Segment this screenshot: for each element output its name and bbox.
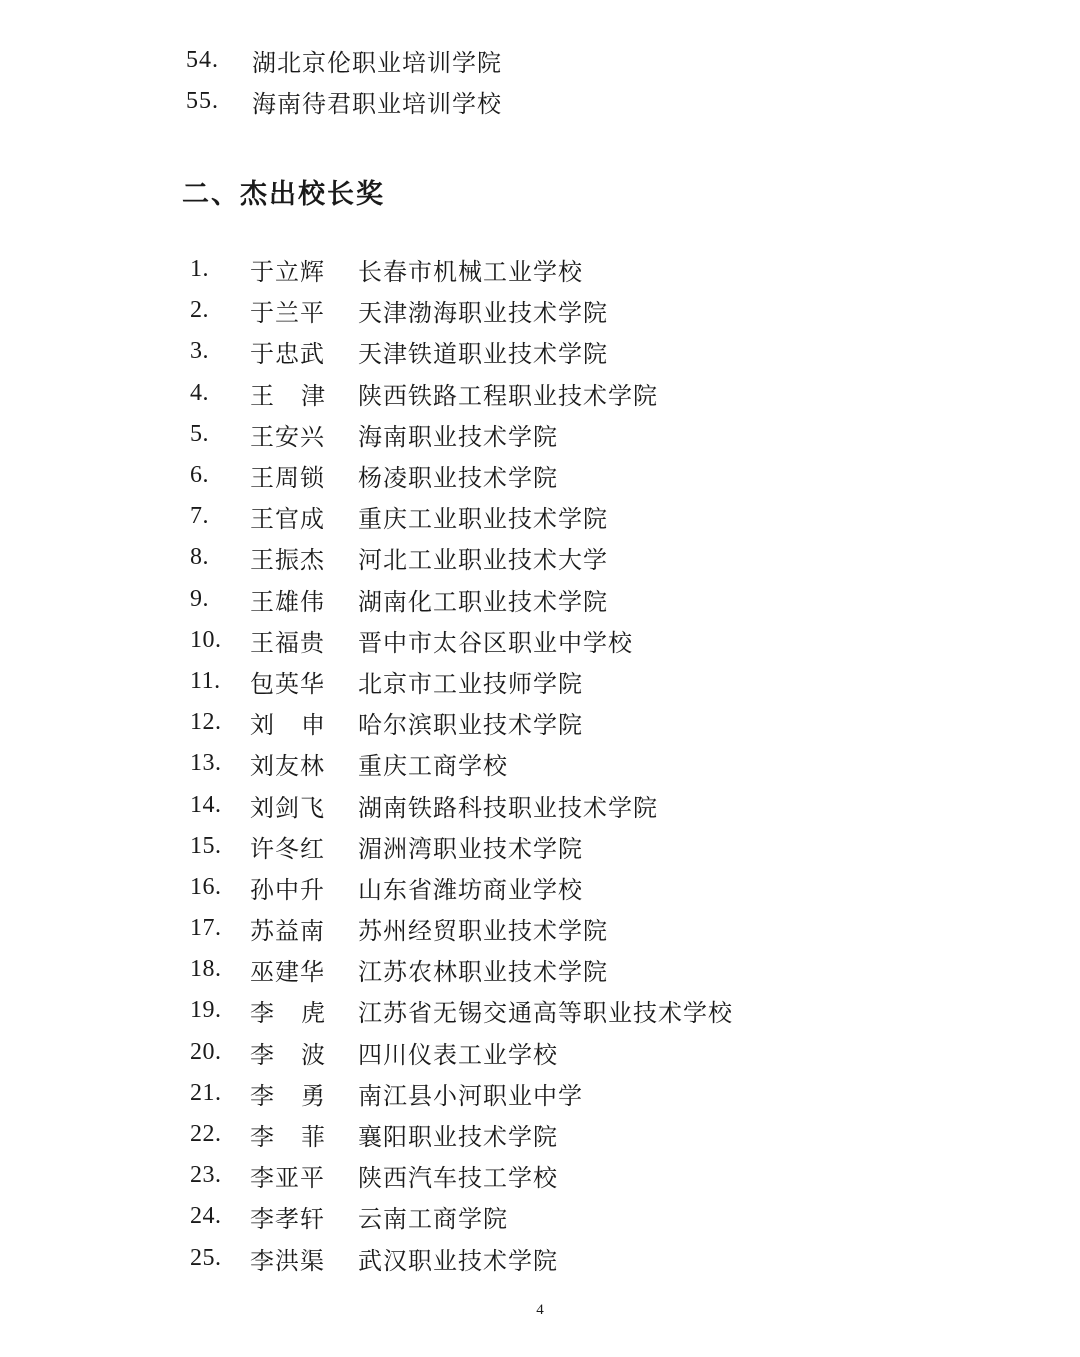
school-name: 苏州经贸职业技术学院: [358, 917, 608, 946]
school-name: 海南职业技术学院: [358, 422, 558, 451]
school-name: 襄阳职业技术学院: [358, 1123, 558, 1152]
principal-name: 李洪渠: [250, 1246, 325, 1275]
list-item: [190, 908, 733, 949]
principal-name: 包英华: [250, 669, 325, 698]
school-name: 哈尔滨职业技术学院: [358, 711, 583, 740]
principal-name: 刘剑飞: [250, 793, 325, 822]
principal-name: 刘友林: [250, 752, 325, 781]
principal-name: 王振杰: [250, 546, 325, 575]
principal-name: 孙中升: [250, 875, 325, 904]
name-character: 波: [301, 1040, 326, 1069]
item-number: 10.: [190, 626, 222, 653]
item-number: 13.: [190, 750, 222, 777]
school-name: 武汉职业技术学院: [358, 1246, 558, 1275]
item-number: 20.: [190, 1038, 222, 1065]
school-name: 南江县小河职业中学: [358, 1081, 583, 1110]
section-heading: 二、杰出校长奖: [182, 179, 385, 210]
item-number: 18.: [190, 956, 222, 983]
name-character: 申: [301, 711, 326, 740]
name-character: 菲: [301, 1123, 326, 1152]
school-name: 重庆工商学校: [358, 752, 508, 781]
principal-name: [250, 1117, 358, 1152]
item-number: 8.: [190, 544, 209, 571]
item-number: 19.: [190, 997, 222, 1024]
school-name: 湖南化工职业技术学院: [358, 587, 608, 616]
list-item: [190, 661, 733, 702]
list-item: [190, 496, 733, 537]
school-name: 北京市工业技师学院: [358, 669, 583, 698]
principal-name: 李亚平: [250, 1164, 325, 1193]
item-number: 15.: [190, 832, 222, 859]
name-character: 刘: [250, 711, 275, 740]
list-item: [190, 1032, 733, 1073]
name-character: 李: [250, 1123, 275, 1152]
item-number: 23.: [190, 1162, 222, 1189]
item-number: 11.: [190, 667, 221, 694]
principal-name: 巫建华: [250, 958, 325, 987]
item-number: 21.: [190, 1079, 222, 1106]
name-character: 津: [301, 381, 326, 410]
list-item: [190, 537, 733, 578]
list-item: [190, 455, 733, 496]
list-item: [186, 40, 502, 81]
list-item: [190, 579, 733, 620]
school-name: 河北工业职业技术大学: [358, 546, 608, 575]
principal-name: [250, 993, 358, 1028]
item-number: 5.: [190, 420, 209, 447]
list-item: [190, 290, 733, 331]
school-name: 长春市机械工业学校: [358, 258, 583, 287]
list-item: [190, 331, 733, 372]
list-item: [190, 743, 733, 784]
item-number: 7.: [190, 503, 209, 530]
item-number: 2.: [190, 297, 209, 324]
list-item: [190, 249, 733, 290]
principal-name: [250, 1035, 358, 1070]
page-number: 4: [536, 1302, 544, 1318]
item-number: 6.: [190, 462, 209, 489]
list-item: [190, 702, 733, 743]
school-name: 陕西汽车技工学校: [358, 1164, 558, 1193]
school-name: 湖南铁路科技职业技术学院: [358, 793, 658, 822]
school-name: 重庆工业职业技术学院: [358, 505, 608, 534]
item-number: 14.: [190, 791, 222, 818]
school-name: 湖北京伦职业培训学院: [252, 49, 502, 77]
principal-name: 王雄伟: [250, 587, 325, 616]
item-number: 25.: [190, 1244, 222, 1271]
school-name: 陕西铁路工程职业技术学院: [358, 381, 658, 410]
item-number: 17.: [190, 915, 222, 942]
principal-name: 于立辉: [250, 258, 325, 287]
name-character: 王: [250, 381, 275, 410]
school-name: 湄洲湾职业技术学院: [358, 834, 583, 863]
list-item: [190, 990, 733, 1031]
item-number: 54.: [186, 47, 219, 73]
list-item: [190, 1238, 733, 1279]
principal-name: 李孝轩: [250, 1205, 325, 1234]
item-number: 12.: [190, 709, 222, 736]
school-name: 江苏省无锡交通高等职业技术学校: [358, 999, 733, 1028]
principal-name: 于忠武: [250, 340, 325, 369]
list-item: [190, 414, 733, 455]
school-name: 江苏农林职业技术学院: [358, 958, 608, 987]
list-item: [190, 949, 733, 990]
list-item: [186, 81, 502, 122]
school-name: 山东省潍坊商业学校: [358, 875, 583, 904]
list-item: [190, 373, 733, 414]
name-character: 勇: [301, 1081, 326, 1110]
school-name: 晋中市太谷区职业中学校: [358, 628, 633, 657]
list-item: [190, 1196, 733, 1237]
school-name: 四川仪表工业学校: [358, 1040, 558, 1069]
item-number: 1.: [190, 256, 209, 283]
item-number: 24.: [190, 1203, 222, 1230]
item-number: 9.: [190, 585, 209, 612]
principal-name: [250, 705, 358, 740]
name-character: 李: [250, 1081, 275, 1110]
item-number: 4.: [190, 379, 209, 406]
principal-name: 许冬红: [250, 834, 325, 863]
list-item: [190, 1114, 733, 1155]
item-number: 55.: [186, 88, 219, 114]
principal-name: [250, 1076, 358, 1111]
previous-award-list-tail: [186, 40, 502, 122]
principal-name: [250, 376, 358, 411]
school-name: 杨凌职业技术学院: [358, 464, 558, 493]
principal-name: 苏益南: [250, 917, 325, 946]
principal-name: 王周锁: [250, 464, 325, 493]
list-item: [190, 867, 733, 908]
school-name: 天津铁道职业技术学院: [358, 340, 608, 369]
item-number: 3.: [190, 338, 209, 365]
list-item: [190, 826, 733, 867]
list-item: [190, 620, 733, 661]
name-character: 虎: [301, 999, 326, 1028]
principal-name: 于兰平: [250, 299, 325, 328]
list-item: [190, 1073, 733, 1114]
name-character: 李: [250, 999, 275, 1028]
school-name: 海南待君职业培训学校: [252, 90, 502, 118]
item-number: 16.: [190, 873, 222, 900]
list-item: [190, 784, 733, 825]
outstanding-principal-award-list: [190, 249, 733, 1279]
principal-name: 王官成: [250, 505, 325, 534]
school-name: 云南工商学院: [358, 1205, 508, 1234]
principal-name: 王安兴: [250, 422, 325, 451]
principal-name: 王福贵: [250, 628, 325, 657]
name-character: 李: [250, 1040, 275, 1069]
item-number: 22.: [190, 1121, 222, 1148]
school-name: 天津渤海职业技术学院: [358, 299, 608, 328]
list-item: [190, 1155, 733, 1196]
